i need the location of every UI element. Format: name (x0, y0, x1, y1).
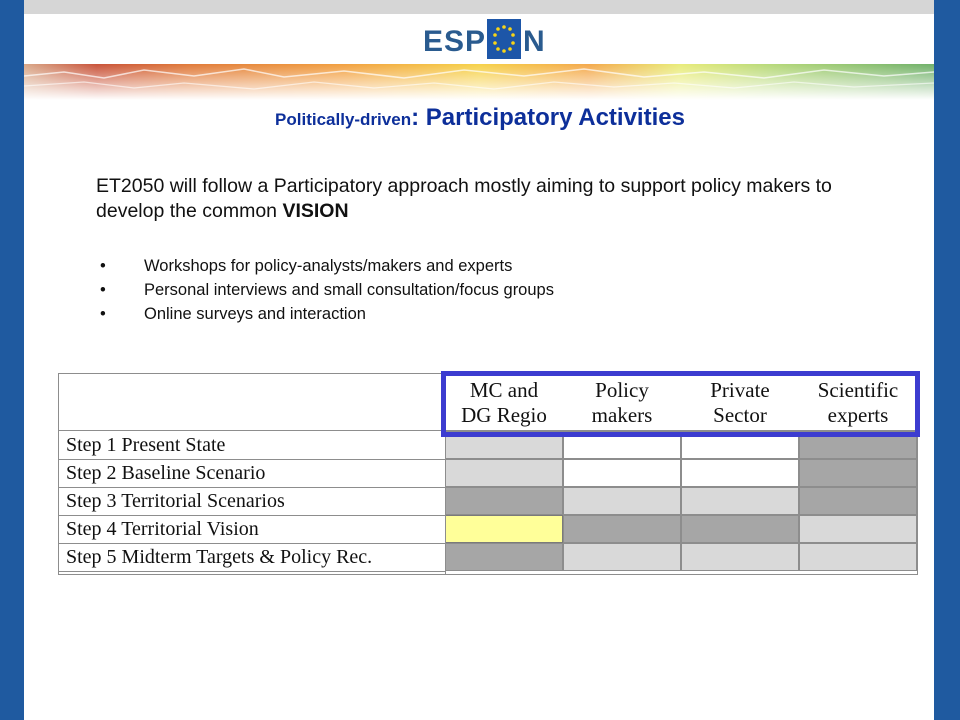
top-grey-strip (24, 0, 934, 14)
table-cell (681, 459, 799, 487)
row-label-step-3: Step 3 Territorial Scenarios (66, 490, 285, 512)
table-cell (445, 459, 563, 487)
title-prefix: Politically-driven (275, 110, 412, 129)
row-label-step-1: Step 1 Present State (66, 434, 226, 456)
bullet-dot: • (100, 257, 106, 275)
table-cell (681, 515, 799, 543)
list-item (100, 278, 554, 302)
column-header-mc-dg-regio: MC and DG Regio (461, 378, 547, 427)
table-cell (799, 543, 917, 571)
table-cell (681, 487, 799, 515)
logo-text-left: ESP (423, 25, 487, 58)
row-divider (58, 515, 445, 516)
table-cell (563, 515, 681, 543)
row-label-step-2: Step 2 Baseline Scenario (66, 462, 266, 484)
table-cell (445, 543, 563, 571)
table-cell (563, 459, 681, 487)
slide-title (0, 104, 960, 132)
table-cell (799, 515, 917, 543)
row-divider (58, 459, 445, 460)
row-divider (58, 543, 445, 544)
table-cell (799, 459, 917, 487)
table-cell (563, 487, 681, 515)
column-header-private-sector: Private Sector (710, 378, 770, 427)
intro-emphasis: VISION (282, 200, 349, 222)
espon-logo (0, 14, 960, 64)
decorative-map-band (24, 64, 934, 100)
bullet-text: Workshops for policy-analysts/makers and experts (144, 257, 513, 275)
logo-text-right: N (523, 25, 545, 58)
column-header-scientific-experts: Scientific experts (817, 378, 899, 427)
bullet-dot: • (100, 281, 106, 299)
table-cell (445, 515, 563, 543)
intro-paragraph (96, 174, 856, 224)
row-label-step-5: Step 5 Midterm Targets & Policy Rec. (66, 546, 373, 568)
table-cell (681, 543, 799, 571)
bullet-list (100, 254, 554, 326)
column-header-policy-makers: Policy makers (591, 378, 653, 427)
row-divider (58, 571, 445, 572)
list-item (100, 302, 554, 326)
title-main: Participatory Activities (425, 104, 685, 131)
bullet-text: Online surveys and interaction (144, 305, 366, 323)
bullet-dot: • (100, 305, 106, 323)
table-cell (799, 487, 917, 515)
eu-flag-icon (487, 19, 521, 59)
bullet-text: Personal interviews and small consultation/focus groups (144, 281, 554, 299)
stakeholder-highlight-box (441, 371, 920, 437)
list-item (100, 254, 554, 278)
table-cell (445, 487, 563, 515)
row-divider (58, 487, 445, 488)
table-cell (563, 543, 681, 571)
title-colon: : (411, 104, 426, 131)
row-label-step-4: Step 4 Territorial Vision (66, 518, 259, 540)
intro-text: ET2050 will follow a Participatory approach mostly aiming to support policy makers to develop the common (96, 175, 832, 222)
